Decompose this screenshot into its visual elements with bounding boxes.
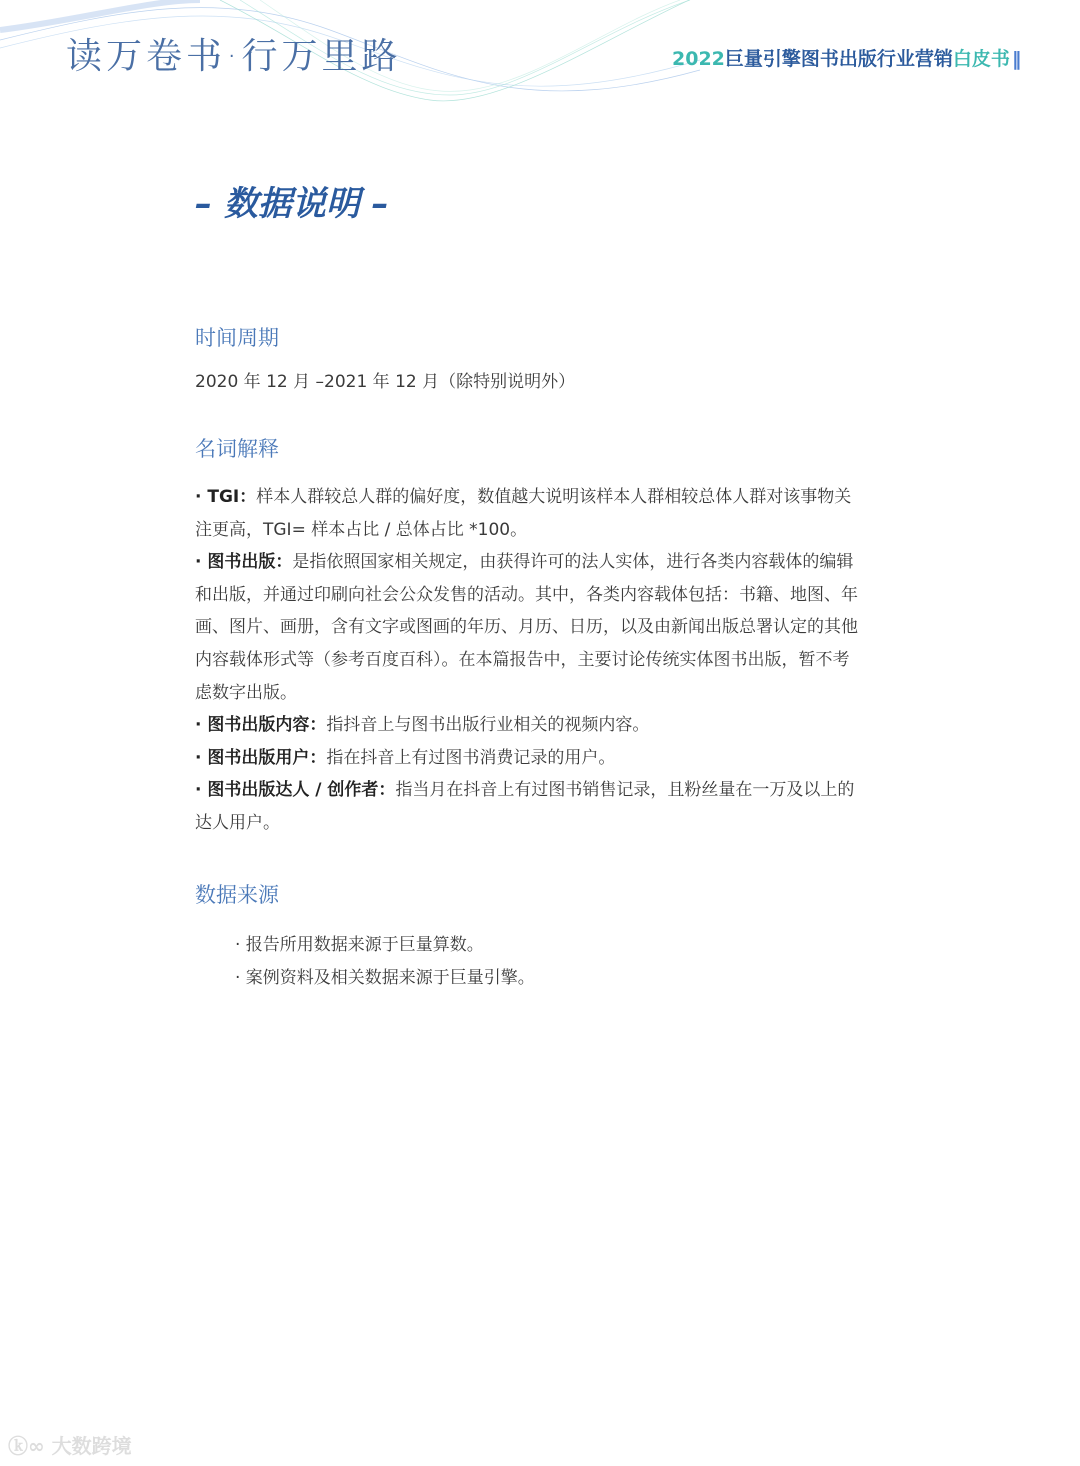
- term-label: · 图书出版内容：: [195, 715, 327, 736]
- terms-list: [195, 481, 865, 840]
- watermark-logo-icon: ⓚ∞: [8, 1434, 52, 1458]
- report-year: 2022: [672, 48, 725, 70]
- term-item: [195, 709, 865, 742]
- term-label: · TGI：: [195, 487, 257, 507]
- source-section: [195, 879, 865, 909]
- watermark: [8, 1430, 132, 1459]
- term-desc: 指抖音上与图书出版行业相关的视频内容。: [326, 715, 650, 736]
- term-item: [195, 774, 865, 839]
- report-title-end: 白皮书: [952, 48, 1010, 70]
- term-label: · 图书出版达人 / 创作者：: [195, 780, 396, 801]
- page-title: – 数据说明 –: [195, 184, 389, 224]
- bars-decoration: ‖: [1011, 48, 1022, 70]
- term-item: [195, 481, 865, 546]
- term-desc: 指在抖音上有过图书消费记录的用户。: [326, 747, 616, 768]
- section-heading: 名词解释: [195, 437, 279, 461]
- term-desc: 样本人群较总人群的偏好度，数值越大说明该样本人群相较总体人群对该事物关注更高，TGI= 样本占比 / 总体占比 *100。: [195, 487, 852, 540]
- term-desc: 指当月在抖音上有过图书销售记录，且粉丝量在一万及以上的达人用户。: [195, 780, 855, 833]
- terms-section: [195, 433, 865, 840]
- time-section: [195, 322, 865, 399]
- term-label: · 图书出版：: [195, 552, 293, 573]
- section-heading: 数据来源: [195, 883, 279, 907]
- watermark-text: 大数跨境: [51, 1434, 132, 1458]
- section-heading: 时间周期: [195, 326, 279, 350]
- report-title-mid: 巨量引擎图书出版行业营销: [724, 48, 953, 70]
- report-title: [672, 44, 1021, 71]
- term-desc: 是指依照国家相关规定，由获得许可的法人实体，进行各类内容载体的编辑和出版，并通过印刷向社会公众发售的活动。其中，各类内容载体包括：书籍、地图、年画、图片、画册，含有文字或图画的年历、月历、日历，以及由新闻出版总署认定的其他内容载体形式等（参考百度百科）。在本篇报告中，主要讨论传统实体图书出版，暂不考虑数字出版。: [195, 552, 858, 703]
- term-item: [195, 546, 865, 709]
- source-item: · 案例资料及相关数据来源于巨量引擎。: [235, 968, 535, 988]
- term-item: [195, 742, 865, 775]
- term-label: · 图书出版用户：: [195, 747, 327, 768]
- slogan-logo: 读万卷书·行万里路: [66, 36, 402, 77]
- source-item: · 报告所用数据来源于巨量算数。: [235, 935, 484, 955]
- time-text: 2020 年 12 月 –2021 年 12 月（除特别说明外）: [195, 372, 576, 392]
